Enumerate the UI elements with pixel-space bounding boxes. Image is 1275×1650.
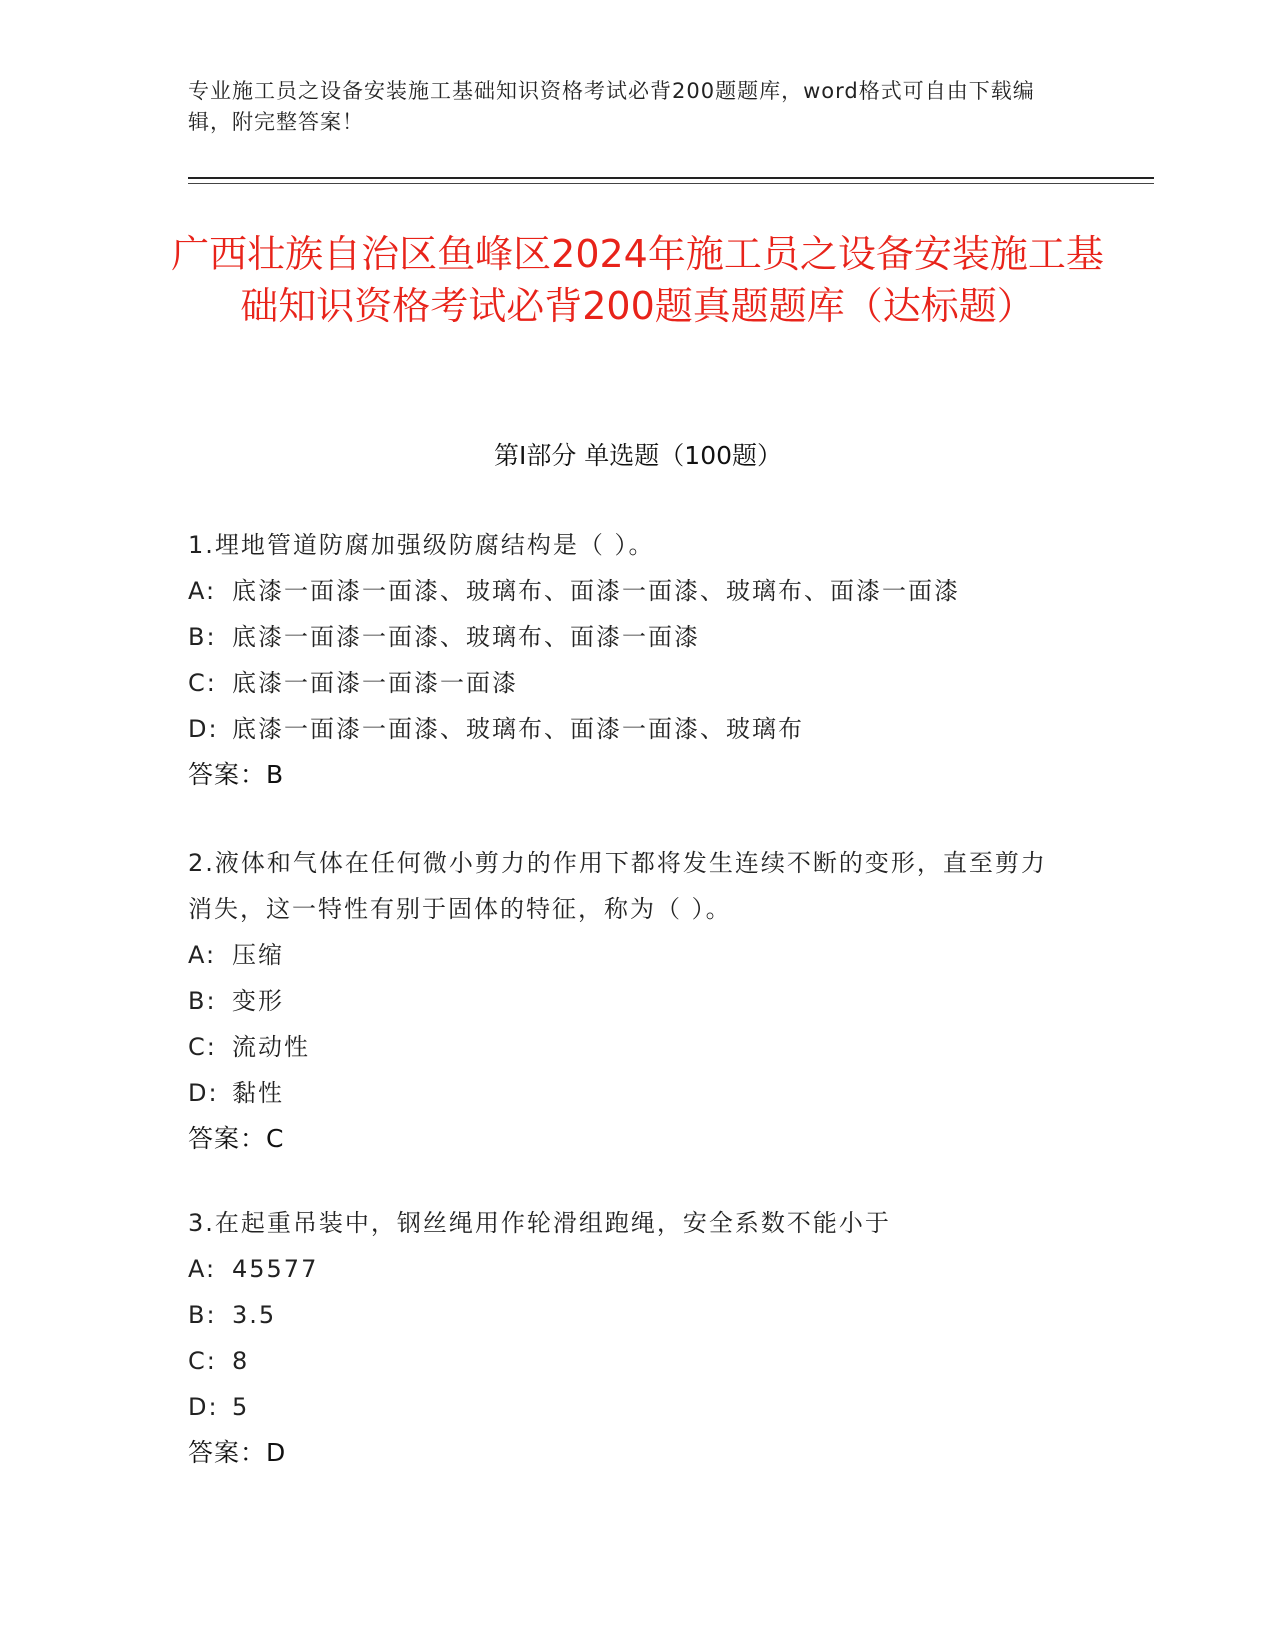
question-stem: 3.在起重吊装中，钢丝绳用作轮滑组跑绳，安全系数不能小于 <box>188 1209 891 1237</box>
answer-line: 答案：D <box>188 1438 287 1467</box>
option-text: 5 <box>232 1393 250 1421</box>
option-c <box>188 660 1088 706</box>
option-text: 底漆一面漆一面漆、玻璃布、面漆一面漆 <box>232 623 700 651</box>
option-letter: D: <box>188 1393 219 1421</box>
option-letter: C: <box>188 1347 217 1375</box>
answer-line: 答案：B <box>188 760 285 789</box>
option-b <box>188 978 1088 1024</box>
option-letter: D: <box>188 1079 219 1107</box>
option-text: 底漆一面漆一面漆、玻璃布、面漆一面漆、玻璃布 <box>232 715 804 743</box>
answer-line: 答案：C <box>188 1124 285 1153</box>
option-c <box>188 1338 1088 1384</box>
option-letter: A: <box>188 941 217 969</box>
option-letter: A: <box>188 1255 217 1283</box>
option-a <box>188 932 1088 978</box>
option-letter: B: <box>188 987 217 1015</box>
option-text: 底漆一面漆一面漆一面漆 <box>232 669 518 697</box>
option-letter: D: <box>188 715 219 743</box>
option-text: 45577 <box>232 1255 319 1283</box>
section-title: 第Ⅰ部分 单选题（100题） <box>493 441 783 470</box>
option-text: 变形 <box>232 987 284 1015</box>
question-1 <box>188 522 1088 798</box>
option-d <box>188 706 1088 752</box>
option-text: 底漆一面漆一面漆、玻璃布、面漆一面漆、玻璃布、面漆一面漆 <box>232 577 960 605</box>
option-a <box>188 568 1088 614</box>
option-letter: C: <box>188 1033 217 1061</box>
option-b <box>188 1292 1088 1338</box>
header-divider-thin <box>188 183 1154 184</box>
option-letter: B: <box>188 623 217 651</box>
option-b <box>188 614 1088 660</box>
option-d <box>188 1384 1088 1430</box>
question-3 <box>188 1200 1088 1476</box>
option-letter: A: <box>188 577 217 605</box>
question-stem: 2.液体和气体在任何微小剪力的作用下都将发生连续不断的变形，直至剪力消失，这一特性有别于固体的特征，称为（ ）。 <box>188 849 1047 923</box>
option-a <box>188 1246 1088 1292</box>
question-stem: 1.埋地管道防腐加强级防腐结构是（ ）。 <box>188 531 655 559</box>
question-2 <box>188 840 1088 1162</box>
option-text: 3.5 <box>232 1301 277 1329</box>
option-text: 压缩 <box>232 941 284 969</box>
document-title: 广西壮族自治区鱼峰区2024年施工员之设备安装施工基础知识资格考试必背200题真题题库（达标题） <box>171 232 1104 328</box>
option-text: 流动性 <box>232 1033 310 1061</box>
option-text: 黏性 <box>232 1079 284 1107</box>
option-letter: B: <box>188 1301 217 1329</box>
header-divider-thick <box>188 177 1154 179</box>
option-d <box>188 1070 1088 1116</box>
option-text: 8 <box>232 1347 250 1375</box>
option-c <box>188 1024 1088 1070</box>
option-letter: C: <box>188 669 217 697</box>
header-note: 专业施工员之设备安装施工基础知识资格考试必背200题题库，word格式可自由下载编辑，附完整答案！ <box>188 79 1035 134</box>
